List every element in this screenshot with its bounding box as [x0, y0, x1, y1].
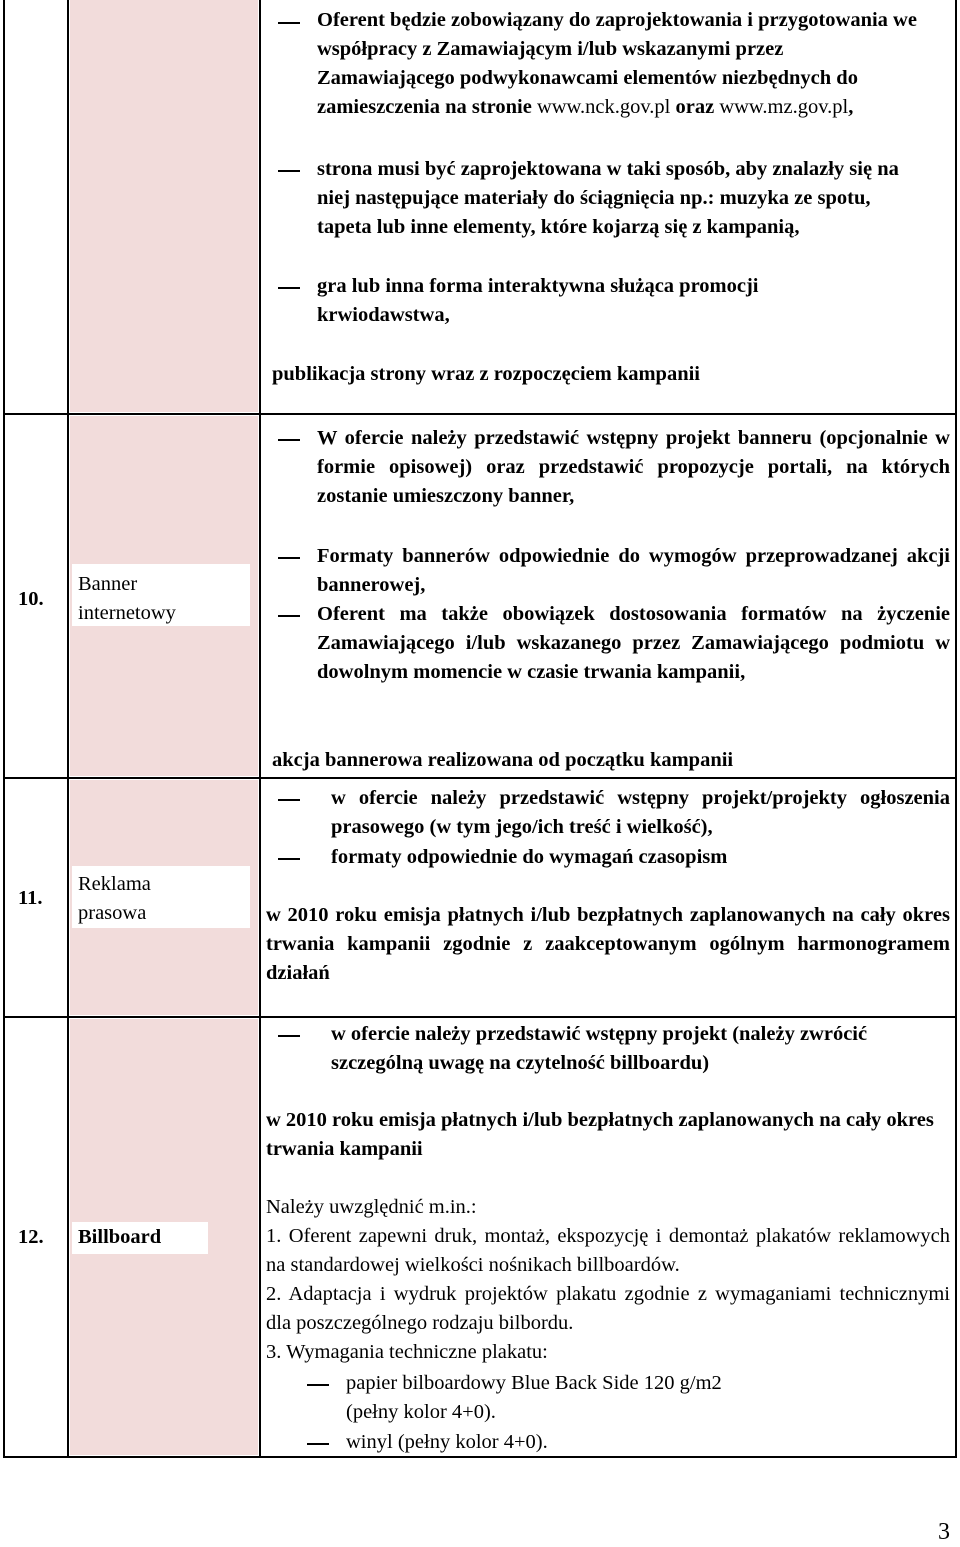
page-number: 3 [938, 1519, 950, 1545]
row10-bullet-3: Oferent ma także obowiązek dostosowania formatów na życzenie Zamawiającego i/lub wskazanego przez Zamawiającego podmiotu w dowolnym momencie w czasie trwania kampanii, [317, 603, 950, 683]
row11-name [78, 870, 208, 928]
row10-number: 10. [18, 588, 44, 610]
bullet-dash [278, 287, 300, 289]
row-divider-9-10 [3, 413, 957, 415]
row10-bullet-2: Formaty bannerów odpowiednie do wymogów przeprowadzanej akcji bannerowej, [317, 545, 950, 596]
row11-name-line1: Reklama [78, 873, 151, 895]
row12-point-1: 1. Oferent zapewni druk, montaż, ekspozycję i demontaż plakatów reklamowych na standardowej wielkości nośnikach billboardów. [266, 1225, 950, 1276]
bullet-dash [278, 799, 300, 801]
row12-subpoint-1 [346, 1369, 906, 1427]
row11-bullet-1: w ofercie należy przedstawić wstępny projekt/projekty ogłoszenia prasowego (w tym jego/ich treść i wielkość), [331, 787, 950, 838]
row9-bullet-1-joiner: oraz [675, 96, 715, 118]
row10-name-line2: internetowy [78, 602, 176, 624]
table-col1-border [67, 0, 69, 1457]
row12-name: Billboard [78, 1226, 162, 1248]
row10-timing: akcja bannerowa realizowana od początku kampanii [272, 749, 734, 771]
nck-link[interactable]: www.nck.gov.pl [536, 96, 671, 118]
row-divider-11-12 [3, 1016, 957, 1018]
bullet-dash [278, 170, 300, 172]
row12-subpoint-1-line1: papier bilboardowy Blue Back Side 120 g/m2 [346, 1372, 722, 1394]
row12-subpoint-1-line2: (pełny kolor 4+0). [346, 1401, 496, 1423]
bullet-dash [278, 615, 300, 617]
row12-timing: w 2010 roku emisja płatnych i/lub bezpłatnych zaplanowanych na cały okres trwania kampanii [266, 1109, 934, 1160]
table-left-border [3, 0, 5, 1457]
row9-bullet-2: strona musi być zaprojektowana w taki sposób, aby znalazły się na niej następujące materiały do ściągnięcia np.: muzyka ze spotu, tapeta lub inne elementy, które kojarzą się z kampanią, [317, 158, 899, 238]
row12-bullet-1: w ofercie należy przedstawić wstępny projekt (należy zwrócić szczególną uwagę na czytelność billboardu) [331, 1023, 868, 1074]
row11-bullet-2: formaty odpowiednie do wymagań czasopism [331, 846, 728, 868]
row12-number: 12. [18, 1226, 44, 1248]
row12-subpoint-2: winyl (pełny kolor 4+0). [346, 1431, 548, 1453]
bullet-dash [278, 439, 300, 441]
bullet-dash [307, 1443, 329, 1445]
bullet-dash [278, 1035, 300, 1037]
table-right-border [955, 0, 957, 1457]
table-col2-border [259, 0, 261, 1457]
bullet-dash [278, 22, 300, 24]
row12-note-intro: Należy uwzględnić m.in.: [266, 1196, 477, 1218]
row11-name-line2: prasowa [78, 902, 147, 924]
row12-point-3: 3. Wymagania techniczne plakatu: [266, 1341, 548, 1363]
row9-name-cell-shade [70, 0, 258, 412]
mz-link[interactable]: www.mz.gov.pl [719, 96, 849, 118]
row10-name [78, 570, 208, 628]
row9-bullet-1-after: , [848, 96, 854, 118]
bullet-dash [307, 1384, 329, 1386]
row9-bullet-1 [317, 6, 917, 122]
row-divider-10-11 [3, 777, 957, 779]
bullet-dash [278, 557, 300, 559]
row11-timing: w 2010 roku emisja płatnych i/lub bezpłatnych zaplanowanych na cały okres trwania kampanii zgodnie z zaakceptowanym ogólnym harmonogramem działań [266, 904, 950, 984]
row11-number: 11. [18, 887, 43, 909]
row10-name-line1: Banner [78, 573, 138, 595]
row9-timing: publikacja strony wraz z rozpoczęciem kampanii [272, 363, 700, 385]
row10-bullet-1: W ofercie należy przedstawić wstępny projekt banneru (opcjonalnie w formie opisowej) oraz przedstawić propozycje portali, na których zostanie umieszczony banner, [317, 427, 950, 507]
row9-bullet-1-text: Oferent będzie zobowiązany do zaprojektowania i przygotowania we współpracy z Zamawiającym i/lub wskazanymi przez Zamawiającego podwykonawcami elementów niezbędnych do zamieszczenia na stronie [317, 9, 917, 118]
row9-bullet-3: gra lub inna forma interaktywna służąca promocji krwiodawstwa, [317, 275, 759, 326]
bullet-dash [278, 858, 300, 860]
row12-point-2: 2. Adaptacja i wydruk projektów plakatu zgodnie z wymaganiami technicznymi dla poszczególnego rodzaju bilbordu. [266, 1283, 950, 1334]
